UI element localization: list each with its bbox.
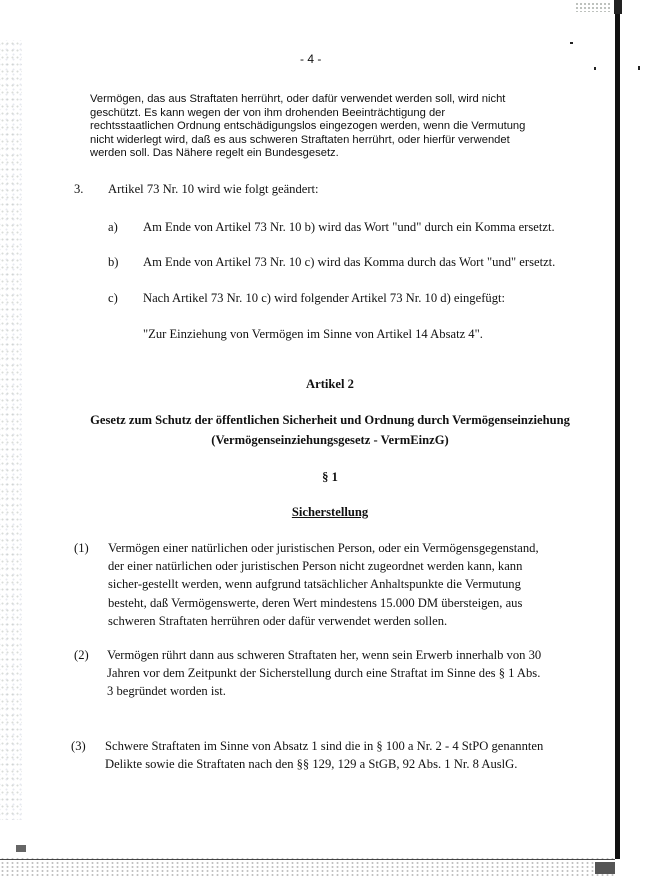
scan-dot [594, 67, 596, 70]
law-short-title: (Vermögenseinziehungsgesetz - VermEinzG) [211, 433, 449, 447]
article-heading: Artikel 2 [306, 377, 354, 391]
subitem-text: Am Ende von Artikel 73 Nr. 10 b) wird das Wort "und" durch ein Komma ersetzt. [143, 220, 555, 234]
scan-dot [570, 42, 573, 44]
inserted-quote: "Zur Einziehung von Vermögen im Sinne von Artikel 14 Absatz 4". [143, 327, 483, 341]
scan-bottom-edge [0, 857, 615, 876]
law-title: Gesetz zum Schutz der öffentlichen Sicherheit und Ordnung durch Vermögenseinziehung [90, 413, 570, 427]
page-number: - 4 - [300, 52, 322, 66]
scan-right-edge-bar [615, 14, 620, 859]
paragraph-text: Vermögen rührt dann aus schweren Straftaten her, wenn sein Erwerb innerhalb von 30 Jahren vor dem Zeitpunkt der Sicherstellung durch eine Straftat im Sinne des § 1 Abs. 3 begründet worden ist. [107, 648, 542, 699]
scan-corner-mark [16, 845, 26, 852]
paragraph-number: (1) [74, 541, 89, 555]
paragraph-number: (3) [71, 739, 86, 753]
subitem-label: b) [108, 255, 119, 269]
scan-dot [638, 66, 640, 70]
paragraph-number: (2) [74, 648, 89, 662]
paragraph-text: Schwere Straftaten im Sinne von Absatz 1 sind die in § 100 a Nr. 2 - 4 StPO genannten Delikte sowie die Straftaten nach den §§ 129, 129 a StGB, 92 Abs. 1 Nr. 8 AuslG. [105, 739, 544, 772]
item-number: 3. [74, 182, 84, 196]
intro-paragraph: Vermögen, das aus Straftaten herrührt, oder dafür verwendet werden soll, wird nicht geschützt. Es kann wegen der von ihm drohenden Beeinträchtigung der rechtsstaatlichen Ordnung entschädigungslos eingezogen werden, wenn die Vermutung nicht widerlegt wird, daß es aus schweren Straftaten herrührt, oder hierfür verwendet werden soll. Das Nähere regelt ein Bundesgesetz. [90, 93, 526, 160]
subitem-text: Am Ende von Artikel 73 Nr. 10 c) wird das Komma durch das Wort "und" ersetzt. [143, 255, 556, 269]
subitem-label: a) [108, 220, 118, 234]
scan-noise-top [575, 2, 611, 12]
scan-edge-mark [614, 0, 622, 14]
subitem-label: c) [108, 291, 118, 305]
section-number: § 1 [322, 470, 338, 484]
subitem-text: Nach Artikel 73 Nr. 10 c) wird folgender Artikel 73 Nr. 10 d) eingefügt: [143, 291, 505, 305]
paragraph-text: Vermögen einer natürlichen oder juristischen Person, oder ein Vermögensgegenstand, der einer natürlichen oder juristischen Person nicht zugeordnet werden kann, kann sicher-gestellt werden, wenn aufgrund tatsächlicher Anhaltspunkte die Vermutung besteht, daß Vermögenswerte, deren Wert mindestens 15.000 DM übersteigen, aus schweren Straftaten herrühren oder dafür verwendet werden sollen. [108, 541, 539, 628]
section-heading: Sicherstellung [291, 505, 369, 519]
scan-bottom-corner [595, 862, 615, 874]
scan-noise-left-margin [0, 40, 22, 820]
item-text: Artikel 73 Nr. 10 wird wie folgt geändert: [108, 182, 319, 196]
